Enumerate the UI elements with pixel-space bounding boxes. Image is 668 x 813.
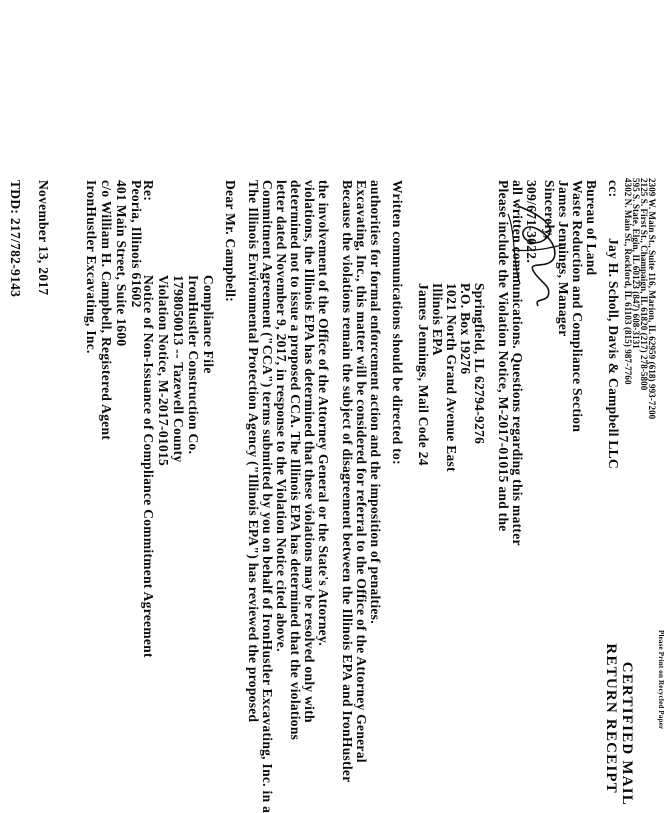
re-label: Re: xyxy=(141,180,156,201)
handwritten-signature xyxy=(498,200,578,310)
para1-line: the involvement of the Office of the Attorney General or the State's Attorney. xyxy=(316,180,331,646)
para2-line: Excavating, Inc., this matter will be considered for referral to the Office of the Attorney General xyxy=(354,180,369,763)
signer-unit: Waste Reduction and Compliance Section xyxy=(570,180,585,432)
signer-name: James Jennings, Manager xyxy=(556,180,571,337)
para2-line: authorities for formal enforcement action and the imposition of penalties. xyxy=(368,180,383,624)
re-line-2: Violation Notice, M-2017-01015 xyxy=(156,275,171,466)
address-line: 1021 North Grand Avenue East xyxy=(444,283,459,472)
cc-office-line: 595 S. State, Elgin, IL 60123 (847) 608-3131 xyxy=(631,178,640,349)
cc-office-line: 2125 S. First St., Champaign, IL 61820 (217) 278-5800 xyxy=(639,178,648,390)
recipient-line-1: IronHustler Excavating, Inc. xyxy=(84,180,99,354)
rotated-letter xyxy=(0,180,640,800)
tdd-number: TDD: 217/782-9143 xyxy=(8,180,23,297)
re-line-1: Notice of Non-Issuance of Compliance Commitment Agreement xyxy=(141,275,156,658)
re-line-4: IronHustler Construction Co. xyxy=(186,275,201,454)
recycled-paper-footer: Please Print on Recycled Paper xyxy=(654,630,668,729)
para1-line: violations, the Illinois EPA has determined that these violations may be resolved only with xyxy=(302,180,317,723)
certified-mail-label: CERTIFIED MAIL xyxy=(620,662,635,806)
para1-line: letter dated November 9, 2017, in response to the Violation Notice cited above. xyxy=(274,180,289,652)
recipient-line-3: 401 Main Street, Suite 1600 xyxy=(114,180,129,346)
address-line: P.O. Box 19276 xyxy=(458,283,473,374)
signer-bureau: Bureau of Land xyxy=(584,180,599,275)
para3: Written communications should be directed to: xyxy=(390,180,405,465)
cc-office-line: 4302 N. Main St., Rockford, IL 61103 (815) 987-7760 xyxy=(623,178,632,385)
salutation: Dear Mr. Campbell: xyxy=(223,180,238,302)
address-line: Illinois EPA xyxy=(430,283,445,356)
re-line-5: Compliance File xyxy=(201,275,216,374)
para4-line: all written communications. Questions regarding this matter xyxy=(510,180,525,546)
cc-office-line: 2309 W. Main St., Suite 116, Marion, IL 62959 (618) 993-7200 xyxy=(647,178,656,419)
sincerely: Sincerely, xyxy=(542,180,557,239)
return-receipt-label: RETURN RECEIPT xyxy=(604,643,619,794)
para1-line: Commitment Agreement ("CCA") terms submitted by you on behalf of IronHustler Excavating, Inc. in a xyxy=(260,180,275,813)
recipient-line-2: c/o William H. Campbell, Registered Agent xyxy=(99,180,114,440)
cc-label: cc: xyxy=(606,180,621,197)
address-line: James Jennings, Mail Code 24 xyxy=(416,283,431,466)
para4-line: 309/671-3022. xyxy=(524,180,539,263)
recipient-line-4: Peoria, Illinois 61602 xyxy=(129,180,144,308)
cc-recipient: Jay H. Scholl, Davis & Campbell LLC xyxy=(606,238,621,469)
letter-date: November 13, 2017 xyxy=(36,180,51,295)
para1-line: The Illinois Environmental Protection Agency ("Illinois EPA") has reviewed the proposed xyxy=(246,180,261,722)
address-line: Springfield, IL 62794-9276 xyxy=(472,283,487,444)
para2-line: Because the violations remain the subject of disagreement between the Illinois EPA and IronHustler xyxy=(340,180,355,783)
para4-line: Please include the Violation Notice, M-2017-01015 and the xyxy=(496,180,511,532)
re-line-3: 1798050013 -- Tazewell County xyxy=(171,275,186,463)
para1-line: determined not to issue a proposed CCA. The Illinois EPA has determined that the violations xyxy=(288,180,303,740)
